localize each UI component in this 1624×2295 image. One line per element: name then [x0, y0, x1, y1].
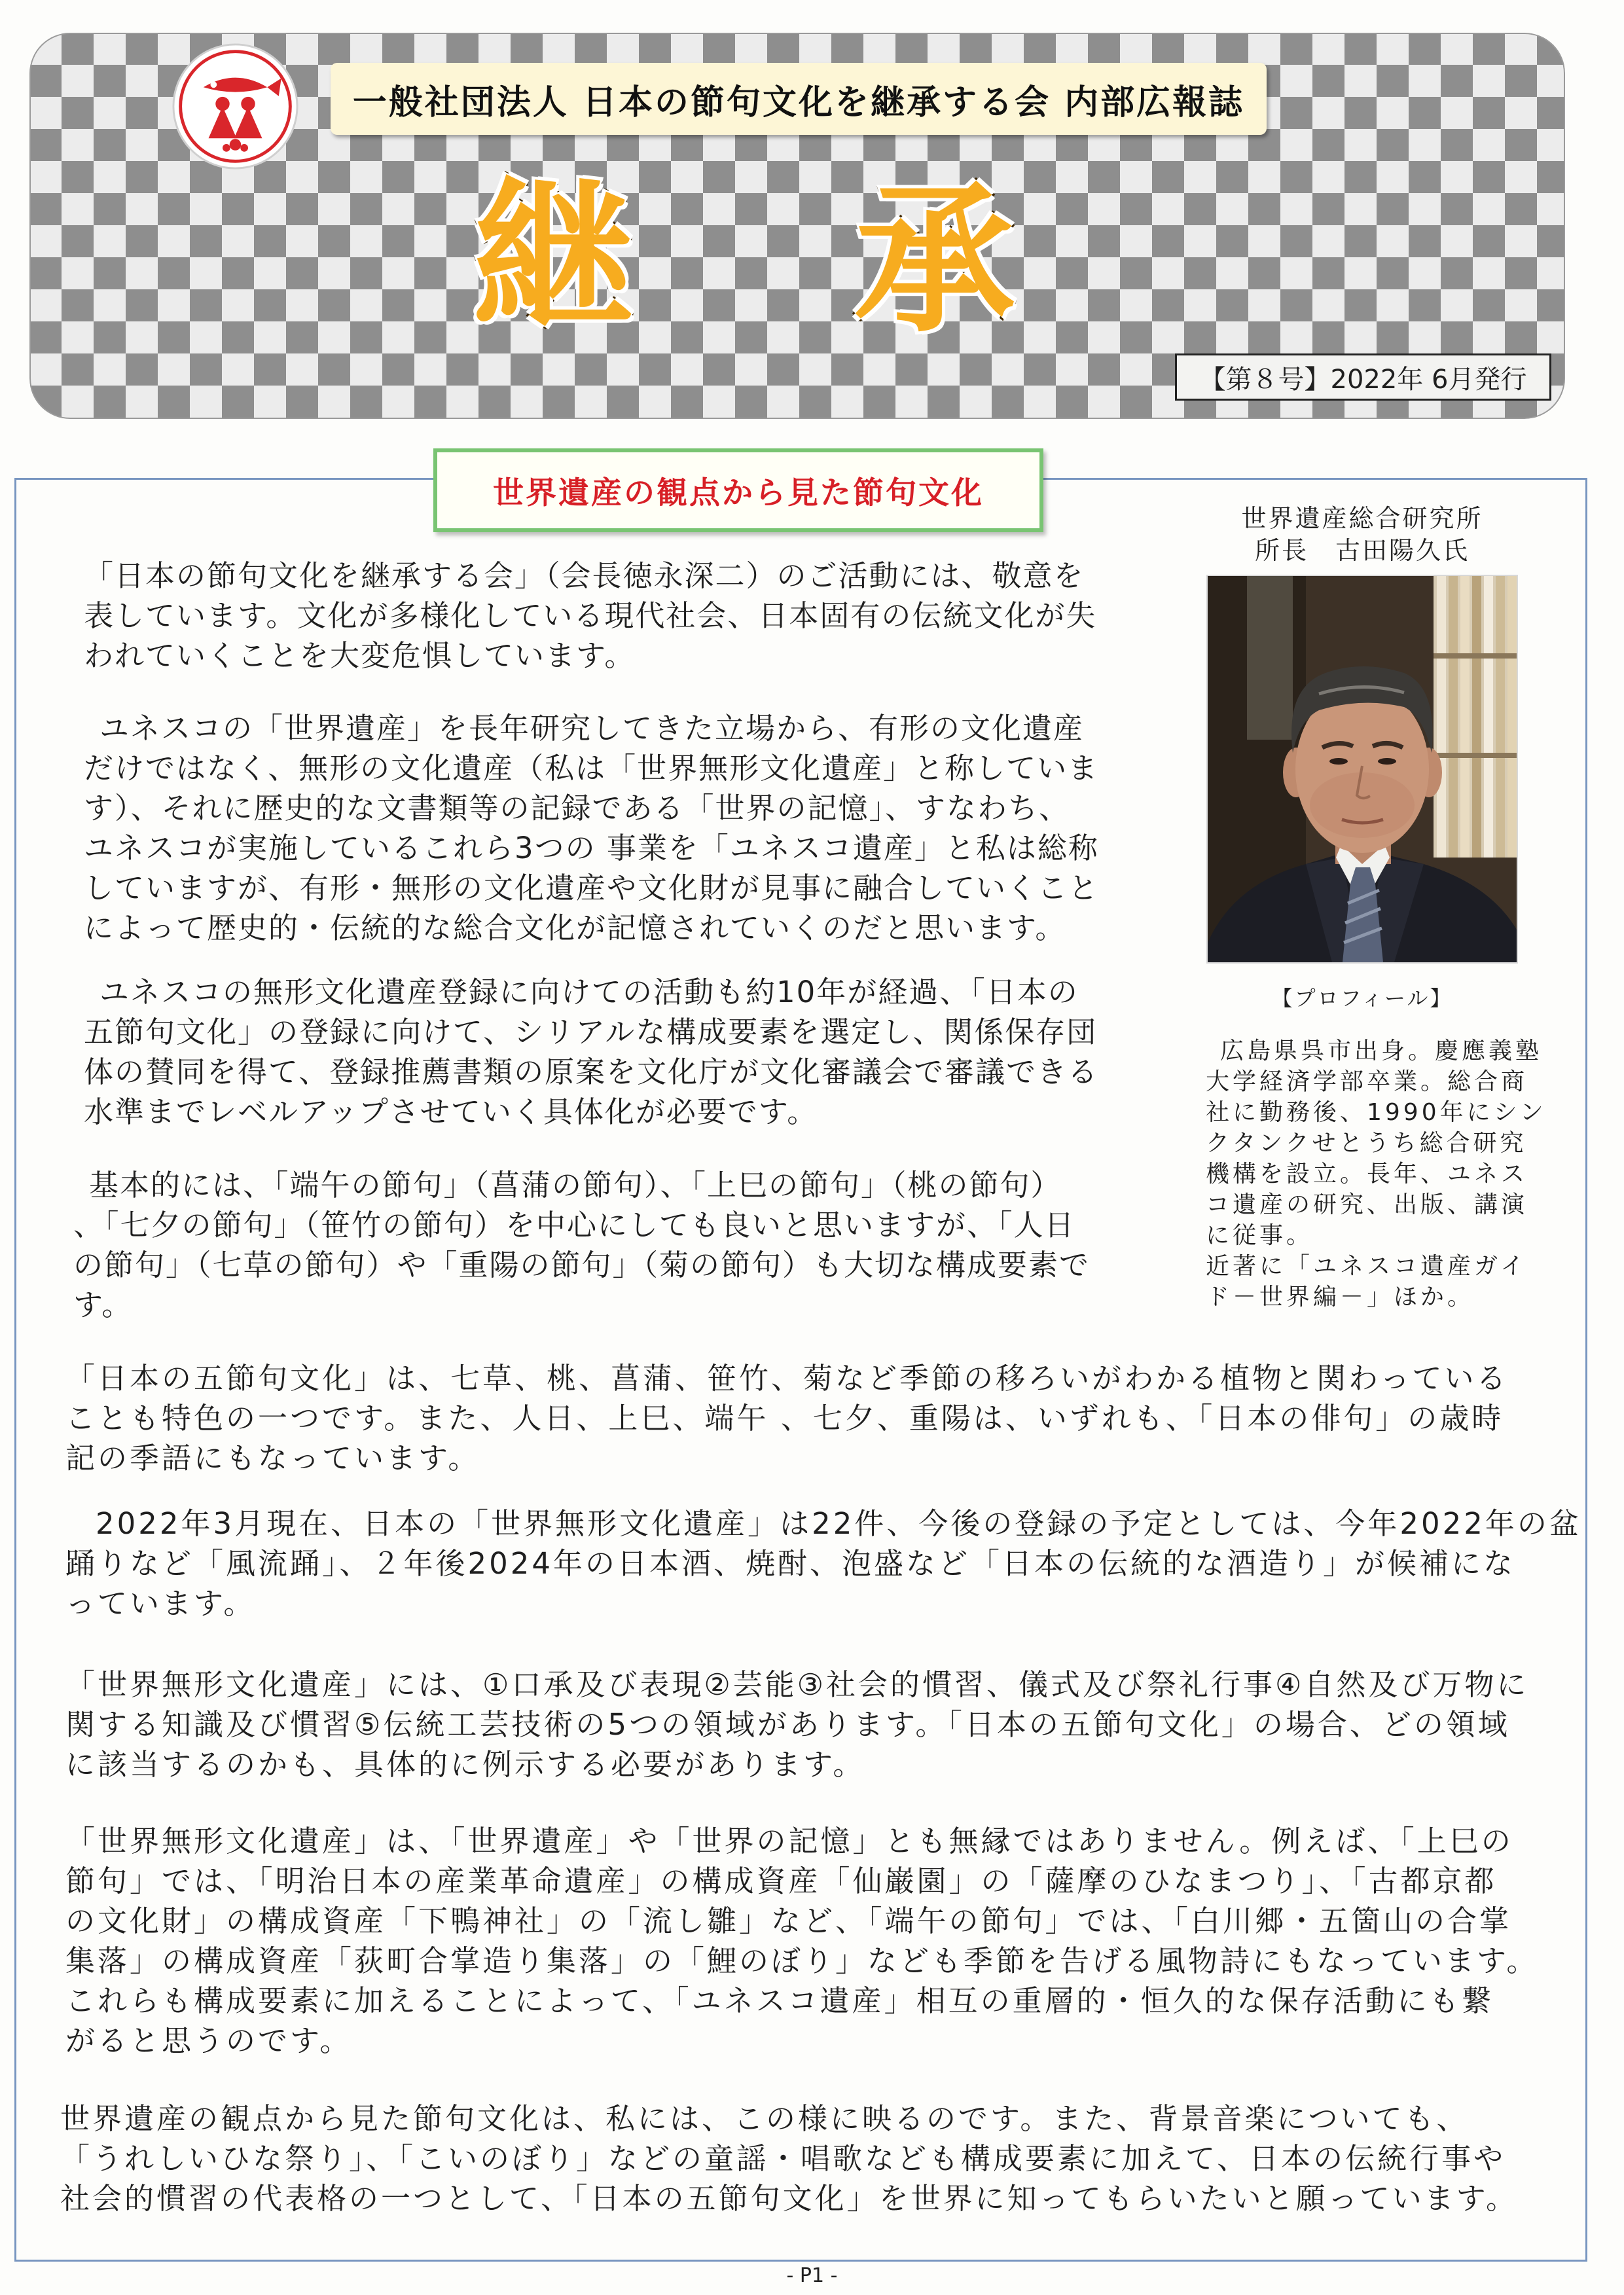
page-number: - P1 -	[786, 2264, 838, 2287]
profile-line: 広島県呉市出身。慶應義塾	[1220, 1038, 1543, 1064]
text-line: われていくことを大変危惧しています。	[84, 638, 636, 673]
author-name: 所長 古田陽久氏	[1254, 536, 1470, 565]
text-line: 社会的慣習の代表格の一つとして、「日本の五節句文化」を世界に知ってもらいたいと願っています。	[60, 2181, 1519, 2216]
profile-line: 大学経済学部卒業。総合商	[1206, 1068, 1528, 1095]
profile-line: ド－世界編－」ほか。	[1206, 1284, 1475, 1310]
text-line: の文化財」の構成資産「下鴨神社」の「流し雛」など、「端午の節句」では、「白川郷・五箇山の合掌	[65, 1904, 1512, 1938]
article-heading: 世界遺産の観点から見た節句文化	[433, 448, 1043, 532]
text-line: だけではなく、無形の文化遺産（私は「世界無形文化遺産」と称していま	[84, 751, 1099, 786]
text-line: 「日本の節句文化を継承する会」（会長徳永深二）のご活動には、敬意を	[84, 558, 1085, 593]
text-line: 「世界無形文化遺産」には、①口承及び表現②芸能③社会的慣習、儀式及び祭礼行事④自然及び万物に	[65, 1667, 1529, 1702]
article-paragraph	[65, 1504, 1581, 1623]
text-line: 世界遺産の観点から見た節句文化は、私には、この様に映るのです。また、背景音楽についても、	[60, 2101, 1469, 2136]
text-line: ユネスコが実施しているこれら3つの 事業を「ユネスコ遺産」と私は総称	[84, 831, 1099, 865]
text-line: っています。	[65, 1586, 256, 1621]
text-line: す）、それに歴史的な文書類等の記録である「世界の記憶」、すなわち、	[84, 791, 1070, 825]
text-line: の節句」（七草の節句）や「重陽の節句」（菊の節句）も大切な構成要素で	[73, 1248, 1091, 1282]
issue-info-box: 【第８号】2022年 6月発行	[1175, 353, 1551, 401]
organization-title-bar: 一般社団法人 日本の節句文化を継承する会 内部広報誌	[331, 63, 1267, 135]
text-line: 表しています。文化が多様化している現代社会、日本固有の伝統文化が失	[84, 598, 1097, 633]
author-affiliation: 世界遺産総合研究所	[1241, 504, 1483, 533]
text-line: 関する知識及び慣習⑤伝統工芸技術の5つの領域があります。「日本の五節句文化」の場合、どの領域	[65, 1707, 1510, 1742]
text-line: 五節句文化」の登録に向けて、シリアルな構成要素を選定し、関係保存団	[84, 1015, 1098, 1049]
text-line: 「日本の五節句文化」は、七草、桃、菖蒲、笹竹、菊など季節の移ろいがわかる植物と関わっている	[65, 1361, 1509, 1396]
profile-label: 【プロフィール】	[1271, 986, 1453, 1011]
profile-line: に従事。	[1206, 1222, 1314, 1249]
article-paragraph	[73, 1165, 1090, 1325]
text-line: ことも特色の一つです。また、人日、上巳、端午 、七夕、重陽は、いずれも、「日本の俳句」の歳時	[65, 1401, 1504, 1436]
author-caption	[1208, 503, 1517, 567]
text-line: 記の季語にもなっています。	[65, 1441, 480, 1475]
article-paragraph	[65, 1358, 1509, 1478]
article-paragraph	[65, 1665, 1528, 1784]
profile-line: クタンクせとうち総合研究	[1206, 1130, 1527, 1157]
text-line: 「うれしいひな祭り」、「こいのぼり」などの童謡・唱歌なども構成要素に加えて、日本の伝統行事や	[60, 2141, 1506, 2176]
profile-line: 近著に「ユネスコ遺産ガイ	[1206, 1253, 1527, 1280]
hina-crest-logo-icon	[171, 43, 299, 170]
text-line: 「世界無形文化遺産」は、「世界遺産」や「世界の記憶」とも無縁ではありません。例えば、「上巳の	[65, 1824, 1513, 1858]
text-line: していますが、有形・無形の文化遺産や文化財が見事に融合していくこと	[84, 871, 1100, 905]
profile-line: コ遺産の研究、出版、講演	[1206, 1191, 1528, 1218]
article-paragraph	[84, 556, 1096, 676]
text-line: によって歴史的・伝統的な総合文化が記憶されていくのだと思います。	[84, 911, 1066, 945]
article-paragraph	[60, 2099, 1518, 2218]
text-line: に該当するのかも、具体的に例示する必要があります。	[65, 1747, 865, 1782]
article-paragraph	[65, 1821, 1538, 2061]
text-line: 、「七夕の節句」（笹竹の節句）を中心にしても良いと思いますが、「人日	[73, 1208, 1075, 1242]
text-line: 2022年3月現在、日本の「世界無形文化遺産」は22件、今後の登録の予定としては、今年2022年の盆	[96, 1506, 1581, 1541]
text-line: 水準までレベルアップさせていく具体化が必要です。	[84, 1094, 818, 1129]
text-line: これらも構成要素に加えることによって、「ユネスコ遺産」相互の重層的・恒久的な保存活動にも繋	[65, 1983, 1494, 2018]
text-line: ユネスコの無形文化遺産登録に向けての活動も約10年が経過、「日本の	[99, 975, 1079, 1009]
text-line: がると思うのです。	[65, 2023, 352, 2058]
newsletter-title-char-2: 承	[854, 166, 1015, 354]
text-line: 節句」では、「明治日本の産業革命遺産」の構成資産「仙巌園」の「薩摩のひなまつり」、「古都京都	[65, 1864, 1497, 1898]
text-line: 踊りなど「風流踊」、２年後2024年の日本酒、焼酎、泡盛など「日本の伝統的な酒造り」が候補にな	[65, 1546, 1516, 1581]
portrait-photo	[1208, 576, 1517, 962]
newsletter-title-char-1: 継	[473, 161, 633, 350]
text-line: す。	[73, 1288, 133, 1322]
text-line: ユネスコの「世界遺産」を長年研究してきた立場から、有形の文化遺産	[99, 711, 1085, 746]
profile-line: 社に勤務後、1990年にシン	[1206, 1099, 1547, 1126]
article-paragraph	[84, 708, 1099, 948]
profile-text	[1206, 1036, 1547, 1312]
profile-line: 機構を設立。長年、ユネス	[1206, 1161, 1528, 1187]
text-line: 集落」の構成資産「荻町合掌造り集落」の「鯉のぼり」なども季節を告げる風物詩にもなっています。	[65, 1943, 1539, 1978]
text-line: 体の賛同を得て、登録推薦書類の原案を文化庁が文化審議会で審議できる	[84, 1055, 1099, 1089]
text-line: 基本的には、「端午の節句」（菖蒲の節句）、「上巳の節句」（桃の節句）	[89, 1168, 1062, 1202]
article-paragraph	[84, 972, 1098, 1132]
